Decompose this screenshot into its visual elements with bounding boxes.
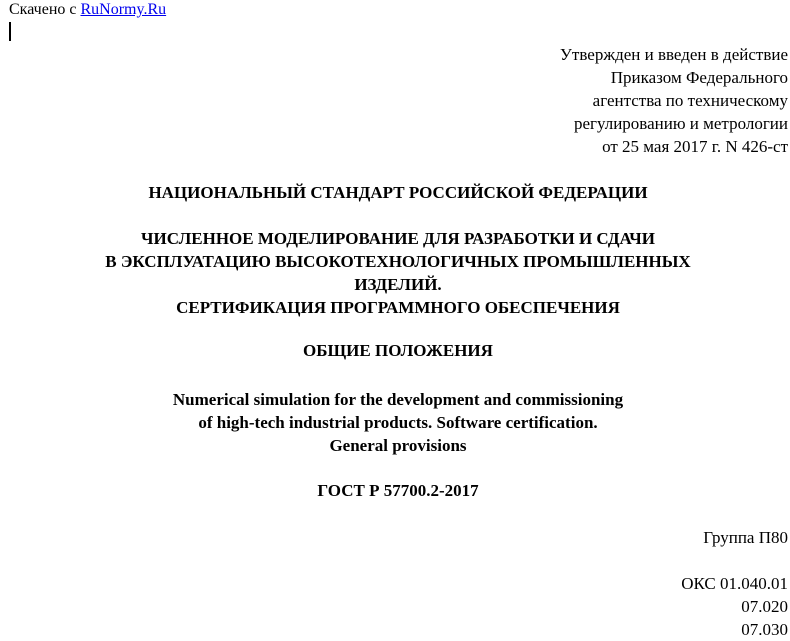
- document-title-line: ЧИСЛЕННОЕ МОДЕЛИРОВАНИЕ ДЛЯ РАЗРАБОТКИ И СДАЧИ: [141, 229, 655, 248]
- approval-block: [560, 43, 788, 158]
- gost-number: ГОСТ Р 57700.2-2017: [317, 481, 479, 500]
- oks-codes: [681, 572, 788, 641]
- approval-line: регулированию и метрологии: [573, 114, 788, 133]
- english-title-line: General provisions: [329, 436, 467, 455]
- source-prefix: Скачено с: [9, 1, 81, 18]
- text-cursor: [9, 22, 11, 41]
- standard-title: НАЦИОНАЛЬНЫЙ СТАНДАРТ РОССИЙСКОЙ ФЕДЕРАЦИИ: [148, 183, 648, 202]
- oks-code-line: 07.030: [741, 620, 788, 639]
- english-title: [0, 388, 790, 457]
- english-title-line: Numerical simulation for the development and commissioning: [172, 390, 624, 409]
- document-title-line: В ЭКСПЛУАТАЦИЮ ВЫСОКОТЕХНОЛОГИЧНЫХ ПРОМЫШЛЕННЫХ: [105, 252, 691, 271]
- source-link[interactable]: RuNormy.Ru: [80, 1, 167, 18]
- approval-line: от 25 мая 2017 г. N 426-ст: [602, 137, 788, 156]
- document-subtitle: ОБЩИЕ ПОЛОЖЕНИЯ: [303, 341, 493, 360]
- english-title-line: of high-tech industrial products. Software certification.: [198, 413, 598, 432]
- document-title-line: ИЗДЕЛИЙ.: [354, 275, 442, 294]
- approval-line: Утвержден и введен в действие: [559, 45, 788, 64]
- source-line: [9, 0, 166, 19]
- oks-code-line: ОКС 01.040.01: [681, 574, 788, 593]
- group-code: Группа П80: [703, 528, 788, 547]
- oks-code-line: 07.020: [741, 597, 788, 616]
- approval-line: агентства по техническому: [592, 91, 788, 110]
- approval-line: Приказом Федерального: [610, 68, 788, 87]
- document-title-line: СЕРТИФИКАЦИЯ ПРОГРАММНОГО ОБЕСПЕЧЕНИЯ: [176, 298, 620, 317]
- document-title: [0, 227, 790, 319]
